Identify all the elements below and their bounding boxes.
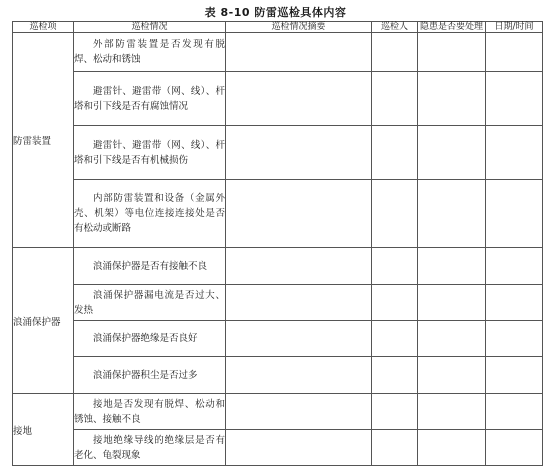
header-inspection-status: 巡检情况 [74,22,226,33]
hazard-cell[interactable] [418,321,486,357]
inspector-cell[interactable] [372,126,418,180]
inspector-cell[interactable] [372,33,418,72]
datetime-cell[interactable] [486,33,543,72]
check-item: 浪涌保护器积尘是否过多 [74,357,226,394]
inspector-cell[interactable] [372,357,418,394]
check-item: 浪涌保护器漏电流是否过大、发热 [74,285,226,321]
table-row [13,33,543,72]
inspector-cell[interactable] [372,180,418,248]
header-status-summary: 巡检情况摘要 [226,22,372,33]
check-item: 避雷针、避雷带（网、线）、杆塔和引下线是否有腐蚀情况 [74,72,226,126]
datetime-cell[interactable] [486,394,543,430]
hazard-cell[interactable] [418,285,486,321]
table-row [13,430,543,466]
inspector-cell[interactable] [372,285,418,321]
table-row [13,321,543,357]
hazard-cell[interactable] [418,394,486,430]
check-item: 接地绝缘导线的绝缘层是否有老化、龟裂现象 [74,430,226,466]
hazard-cell[interactable] [418,72,486,126]
check-item: 避雷针、避雷带（网、线）、杆塔和引下线是否有机械损伤 [74,126,226,180]
datetime-cell[interactable] [486,321,543,357]
summary-cell[interactable] [226,180,372,248]
inspector-cell[interactable] [372,248,418,285]
inspector-cell[interactable] [372,72,418,126]
summary-cell[interactable] [226,430,372,466]
header-hazard-handling: 隐患是否要处理 [418,22,486,33]
check-item: 浪涌保护器绝缘是否良好 [74,321,226,357]
datetime-cell[interactable] [486,357,543,394]
inspection-table [12,21,543,466]
inspector-cell[interactable] [372,394,418,430]
datetime-cell[interactable] [486,430,543,466]
summary-cell[interactable] [226,72,372,126]
table-row [13,285,543,321]
table-row [13,394,543,430]
datetime-cell[interactable] [486,285,543,321]
inspector-cell[interactable] [372,430,418,466]
summary-cell[interactable] [226,33,372,72]
datetime-cell[interactable] [486,72,543,126]
table-row [13,248,543,285]
header-inspector: 巡检人 [372,22,418,33]
hazard-cell[interactable] [418,430,486,466]
table-row [13,357,543,394]
summary-cell[interactable] [226,285,372,321]
summary-cell[interactable] [226,357,372,394]
hazard-cell[interactable] [418,248,486,285]
check-item: 外部防雷装置是否发现有脱焊、松动和锈蚀 [74,33,226,72]
datetime-cell[interactable] [486,126,543,180]
category-grounding: 接地 [13,394,74,466]
header-date-time: 日期/时间 [486,22,543,33]
category-lightning-protection: 防雷装置 [13,33,74,248]
summary-cell[interactable] [226,321,372,357]
hazard-cell[interactable] [418,180,486,248]
check-item: 浪涌保护器是否有接触不良 [74,248,226,285]
header-row [13,22,543,33]
table-row [13,180,543,248]
summary-cell[interactable] [226,394,372,430]
category-surge-protector: 浪涌保护器 [13,248,74,394]
table-row [13,72,543,126]
hazard-cell[interactable] [418,126,486,180]
summary-cell[interactable] [226,248,372,285]
check-item: 接地是否发现有脱焊、松动和锈蚀、接触不良 [74,394,226,430]
table-caption: 表 8-10 防雷巡检具体内容 [204,6,347,19]
datetime-cell[interactable] [486,180,543,248]
header-inspection-item: 巡检项 [13,22,74,33]
check-item: 内部防雷装置和设备（金属外壳、机架）等电位连接连接处是否有松动或断路 [74,180,226,248]
hazard-cell[interactable] [418,33,486,72]
datetime-cell[interactable] [486,248,543,285]
table-row [13,126,543,180]
summary-cell[interactable] [226,126,372,180]
hazard-cell[interactable] [418,357,486,394]
inspector-cell[interactable] [372,321,418,357]
